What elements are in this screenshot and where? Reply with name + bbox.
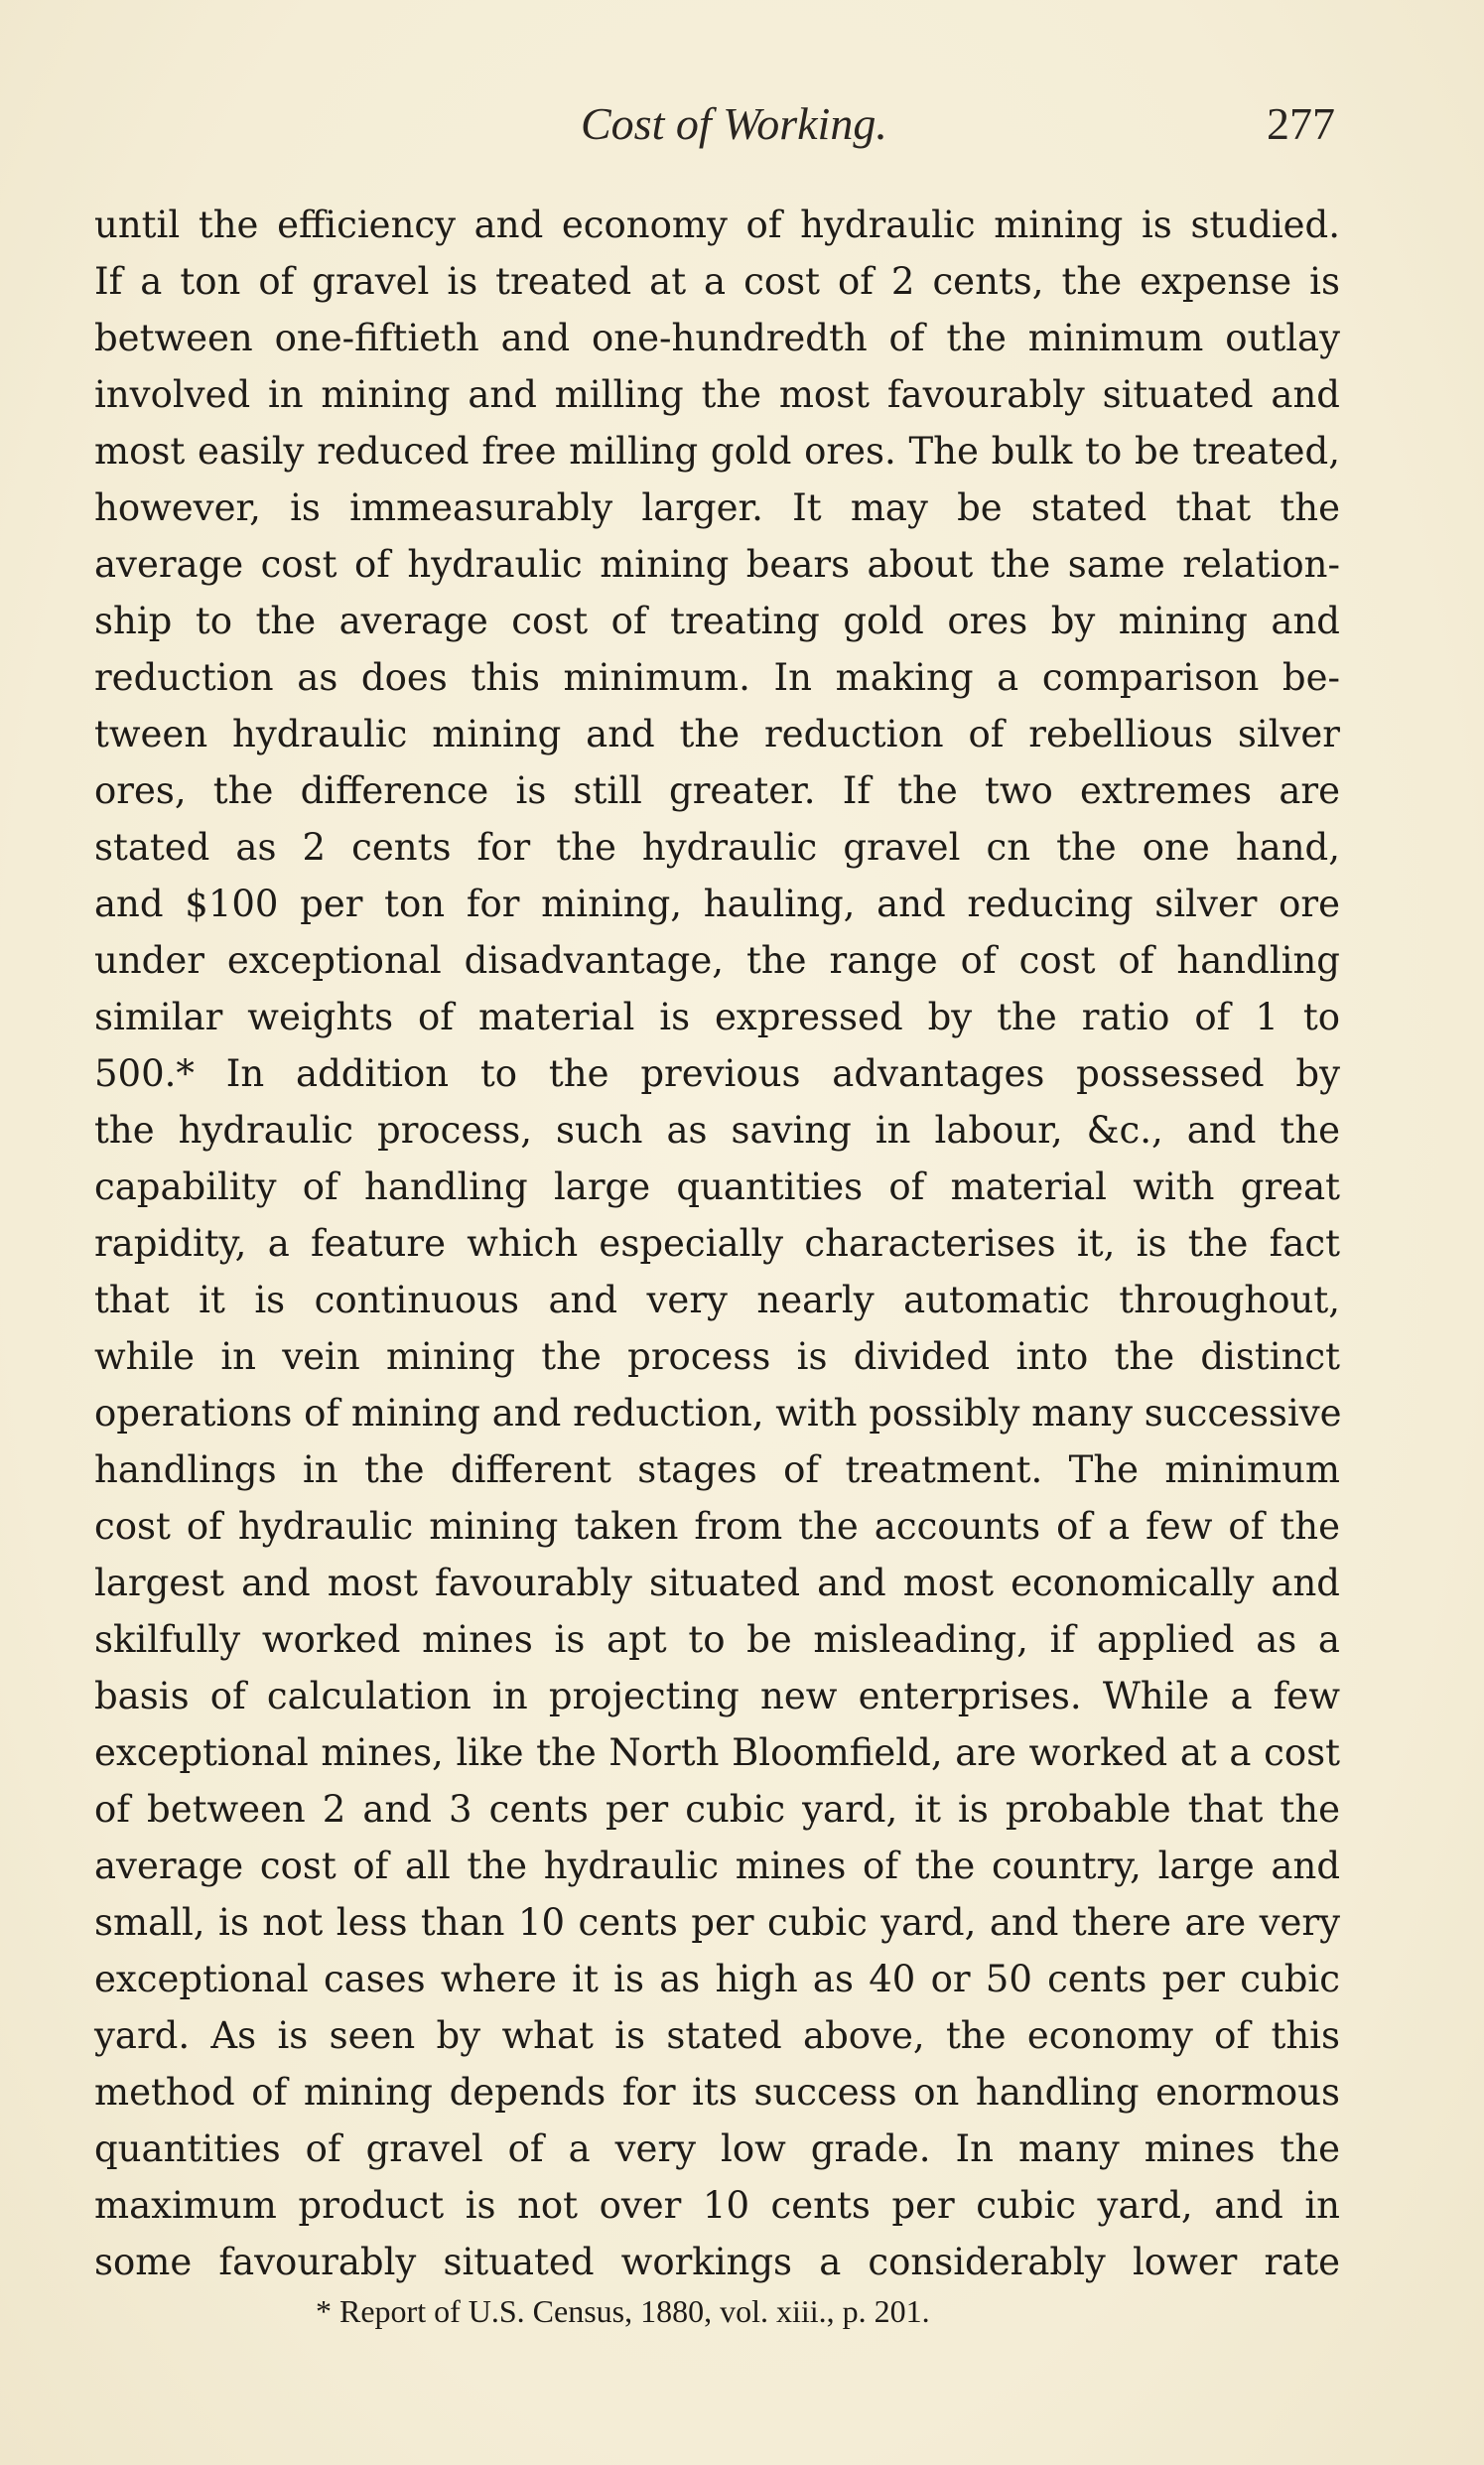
text-line: reduction as does this minimum. In making a comparison be-: [94, 656, 1340, 699]
text-line: ores, the difference is still greater. If the two extremes are: [94, 769, 1340, 812]
text-line: similar weights of material is expressed by the ratio of 1 to: [94, 996, 1340, 1038]
text-line: the hydraulic process, such as saving in labour, &c., and the: [94, 1109, 1340, 1152]
text-line: until the efficiency and economy of hydraulic mining is studied.: [94, 204, 1340, 246]
text-line: involved in mining and milling the most favourably situated and: [94, 373, 1340, 416]
text-line: however, is immeasurably larger. It may be stated that the: [94, 486, 1340, 529]
text-line: operations of mining and reduction, with possibly many successive: [94, 1392, 1342, 1435]
text-line: capability of handling large quantities of material with great: [94, 1165, 1340, 1208]
body-text: [94, 197, 1340, 2290]
text-line: between one-fiftieth and one-hundredth of the minimum outlay: [94, 317, 1340, 359]
text-line: ship to the average cost of treating gold ores by mining and: [94, 600, 1340, 642]
text-line: tween hydraulic mining and the reduction of rebellious silver: [94, 713, 1340, 755]
text-line: of between 2 and 3 cents per cubic yard, it is probable that the: [94, 1788, 1340, 1831]
text-line: while in vein mining the process is divided into the distinct: [94, 1335, 1340, 1378]
running-head: [581, 97, 1335, 157]
text-line: that it is continuous and very nearly automatic throughout,: [94, 1279, 1340, 1321]
page-number: 277: [1267, 98, 1335, 149]
text-line: some favourably situated workings a considerably lower rate: [94, 2241, 1340, 2283]
text-line: average cost of all the hydraulic mines of the country, large and: [94, 1845, 1340, 1887]
text-line: handlings in the different stages of treatment. The minimum: [94, 1448, 1340, 1491]
text-line: 500.* In addition to the previous advantages possessed by: [94, 1052, 1340, 1095]
text-line: If a ton of gravel is treated at a cost of 2 cents, the expense is: [94, 260, 1340, 303]
text-line: most easily reduced free milling gold ores. The bulk to be treated,: [94, 430, 1340, 473]
text-line: cost of hydraulic mining taken from the accounts of a few of the: [94, 1505, 1340, 1548]
text-line: yard. As is seen by what is stated above, the economy of this: [94, 2014, 1340, 2057]
text-line: skilfully worked mines is apt to be misleading, if applied as a: [94, 1618, 1340, 1661]
footnote: * Report of U.S. Census, 1880, vol. xiii., p. 201.: [316, 2293, 930, 2329]
text-line: exceptional mines, like the North Bloomfield, are worked at a cost: [94, 1731, 1340, 1774]
text-line: under exceptional disadvantage, the range of cost of handling: [94, 939, 1340, 982]
text-line: quantities of gravel of a very low grade. In many mines the: [94, 2127, 1340, 2170]
text-line: method of mining depends for its success on handling enormous: [94, 2071, 1340, 2114]
text-line: largest and most favourably situated and most economically and: [94, 1562, 1340, 1604]
text-line: average cost of hydraulic mining bears about the same relation-: [94, 543, 1340, 586]
text-line: exceptional cases where it is as high as 40 or 50 cents per cubic: [94, 1958, 1340, 2000]
text-line: small, is not less than 10 cents per cubic yard, and there are very: [94, 1901, 1340, 1944]
running-title: Cost of Working.: [581, 98, 887, 149]
text-line: and $100 per ton for mining, hauling, and reducing silver ore: [94, 883, 1340, 925]
text-line: basis of calculation in projecting new enterprises. While a few: [94, 1675, 1340, 1717]
text-line: maximum product is not over 10 cents per cubic yard, and in: [94, 2184, 1340, 2227]
text-line: stated as 2 cents for the hydraulic gravel cn the one hand,: [94, 826, 1340, 869]
text-line: rapidity, a feature which especially characterises it, is the fact: [94, 1222, 1340, 1265]
